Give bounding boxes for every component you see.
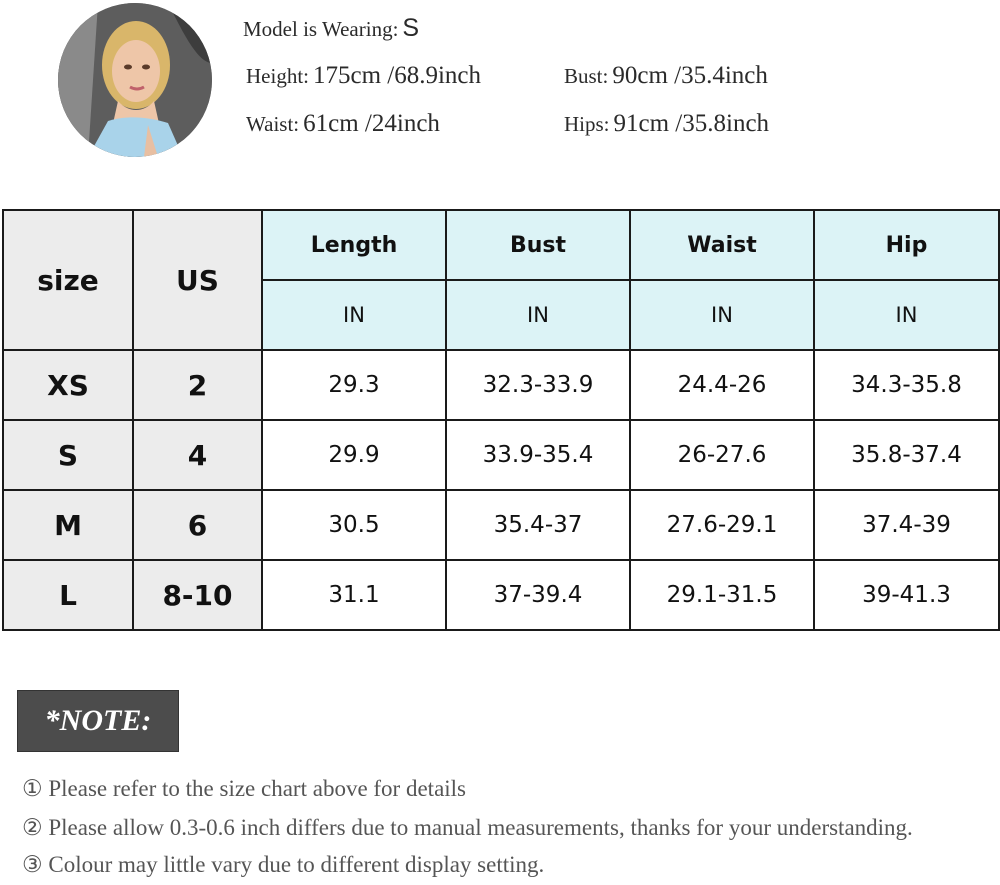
header-length: Length xyxy=(262,210,446,280)
row-size: L xyxy=(3,560,133,630)
cell-length: 31.1 xyxy=(262,560,446,630)
row-size: S xyxy=(3,420,133,490)
table-row xyxy=(3,560,999,630)
cell-bust: 37-39.4 xyxy=(446,560,630,630)
table-row xyxy=(3,350,999,420)
table-row xyxy=(3,490,999,560)
model-hips-value: 91cm /35.8inch xyxy=(613,110,770,137)
model-hips-label: Hips: xyxy=(564,112,610,136)
model-bust-label: Bust: xyxy=(564,64,609,88)
cell-waist: 26-27.6 xyxy=(630,420,814,490)
row-size: M xyxy=(3,490,133,560)
row-us: 2 xyxy=(133,350,262,420)
note-title-badge: *NOTE: xyxy=(17,690,179,752)
model-hips xyxy=(564,110,769,138)
note-item: ① Please refer to the size chart above for details xyxy=(22,776,467,801)
model-height-value: 175cm /68.9inch xyxy=(313,62,482,89)
unit-waist: IN xyxy=(630,280,814,350)
model-height xyxy=(246,62,481,90)
cell-bust: 32.3-33.9 xyxy=(446,350,630,420)
note-item: ③ Colour may little vary due to different display setting. xyxy=(22,852,545,877)
row-us: 8-10 xyxy=(133,560,262,630)
cell-hip: 35.8-37.4 xyxy=(814,420,999,490)
table-header-row xyxy=(3,210,999,280)
cell-waist: 27.6-29.1 xyxy=(630,490,814,560)
row-us: 4 xyxy=(133,420,262,490)
cell-waist: 24.4-26 xyxy=(630,350,814,420)
row-us: 6 xyxy=(133,490,262,560)
header-us: US xyxy=(133,210,262,350)
row-size: XS xyxy=(3,350,133,420)
model-wearing-size: S xyxy=(402,14,420,42)
unit-bust: IN xyxy=(446,280,630,350)
model-bust xyxy=(564,62,768,90)
header-waist: Waist xyxy=(630,210,814,280)
cell-length: 29.9 xyxy=(262,420,446,490)
unit-length: IN xyxy=(262,280,446,350)
unit-hip: IN xyxy=(814,280,999,350)
cell-hip: 34.3-35.8 xyxy=(814,350,999,420)
size-chart-table xyxy=(2,209,1000,631)
cell-length: 30.5 xyxy=(262,490,446,560)
cell-bust: 33.9-35.4 xyxy=(446,420,630,490)
model-waist xyxy=(246,110,440,138)
table-row xyxy=(3,420,999,490)
header-bust: Bust xyxy=(446,210,630,280)
model-waist-label: Waist: xyxy=(246,112,300,136)
model-height-label: Height: xyxy=(246,64,309,88)
model-bust-value: 90cm /35.4inch xyxy=(612,62,768,89)
note-item: ② Please allow 0.3-0.6 inch differs due to manual measurements, thanks for your understanding. xyxy=(22,815,913,840)
cell-waist: 29.1-31.5 xyxy=(630,560,814,630)
cell-length: 29.3 xyxy=(262,350,446,420)
cell-hip: 39-41.3 xyxy=(814,560,999,630)
model-waist-value: 61cm /24inch xyxy=(303,110,440,137)
cell-hip: 37.4-39 xyxy=(814,490,999,560)
header-size: size xyxy=(3,210,133,350)
model-wearing-label: Model is Wearing: xyxy=(243,17,399,41)
cell-bust: 35.4-37 xyxy=(446,490,630,560)
model-photo xyxy=(58,3,212,157)
header-hip: Hip xyxy=(814,210,999,280)
model-wearing xyxy=(243,14,419,43)
